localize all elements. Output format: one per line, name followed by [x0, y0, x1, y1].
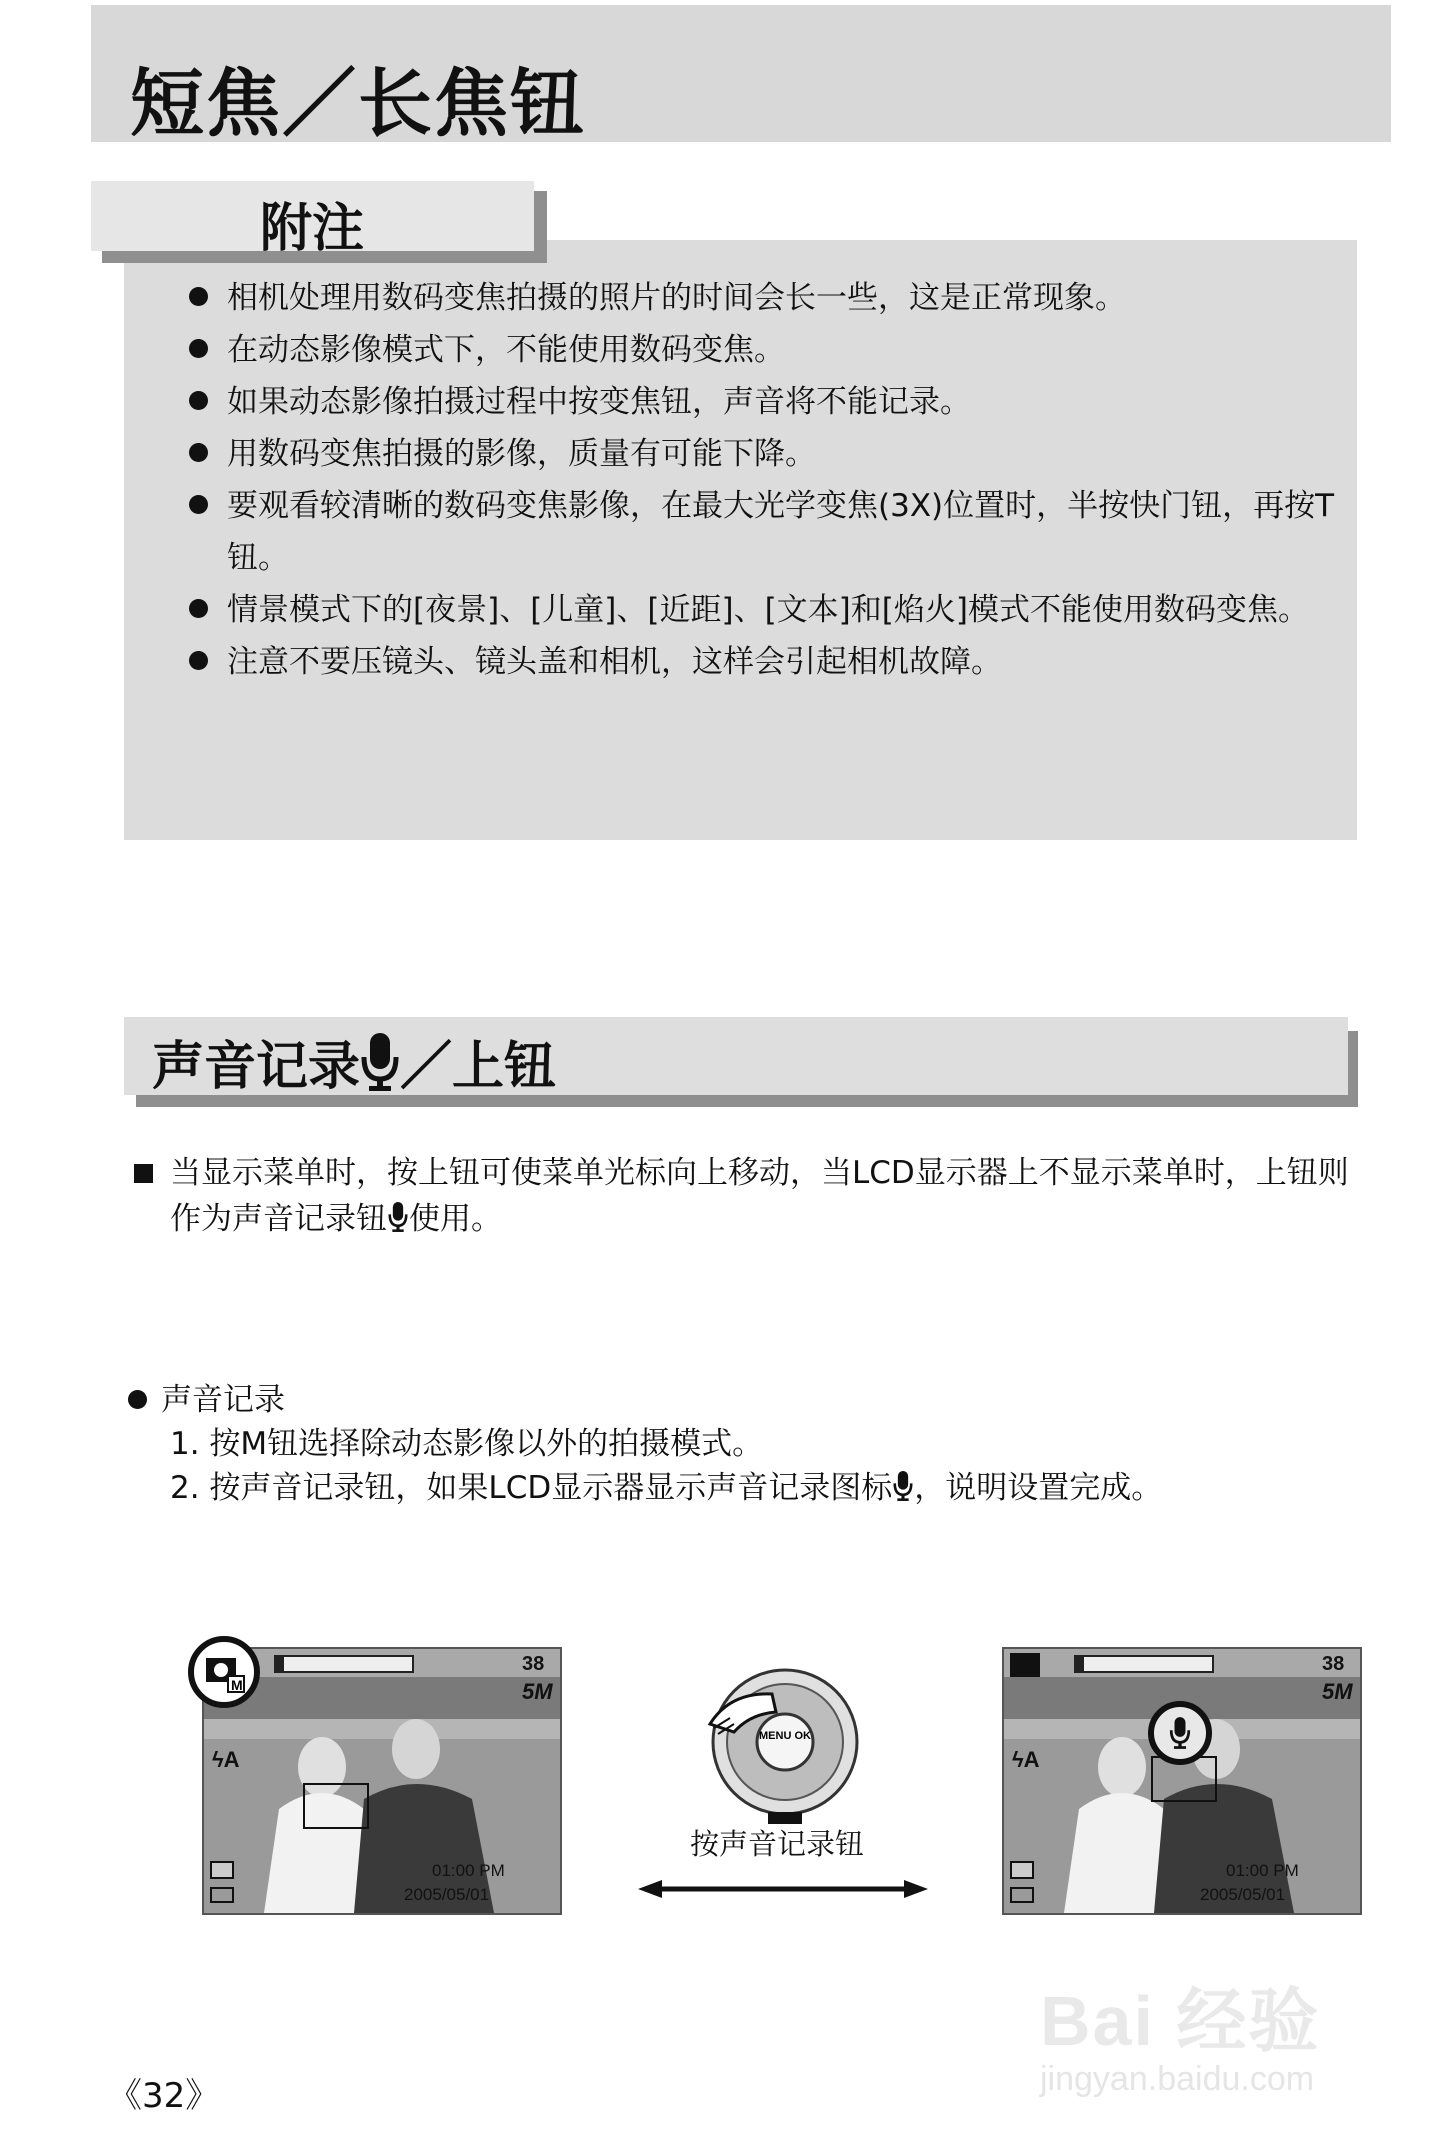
flash-indicator: ϟA — [212, 1747, 240, 1772]
intro-paragraph — [128, 1150, 1358, 1246]
zoom-bar-fill — [1076, 1657, 1084, 1671]
square-bullet-icon — [134, 1164, 153, 1183]
note-item: 如果动态影像拍摄过程中按变焦钮，声音将不能记录。 — [185, 376, 1335, 428]
camera-mode-icon — [1010, 1653, 1040, 1677]
note-item: 用数码变焦拍摄的影像，质量有可能下降。 — [185, 428, 1335, 480]
note-tab-label: 附注 — [260, 199, 365, 259]
battery-icon — [210, 1887, 234, 1903]
camera-dial — [700, 1662, 870, 1832]
section-title — [152, 1024, 556, 1099]
watermark-url: jingyan.baidu.com — [1040, 2060, 1315, 2098]
resolution-badge: 5M — [1322, 1679, 1353, 1704]
microphone-icon — [892, 1470, 914, 1514]
note-list — [185, 272, 1335, 688]
steps-heading-text: 声音记录 — [161, 1382, 285, 1418]
note-item: 注意不要压镜头、镜头盖和相机，这样会引起相机故障。 — [185, 636, 1335, 688]
page-title: 短焦／长焦钮 — [130, 61, 586, 147]
bullet-icon — [128, 1390, 147, 1409]
watermark-logo: Bai 经验 — [1040, 1982, 1321, 2060]
lcd-date: 2005/05/01 — [404, 1885, 490, 1904]
section-title-text: 声音记录 — [152, 1037, 361, 1097]
microphone-icon — [360, 1031, 400, 1093]
double-arrow-icon — [638, 1878, 928, 1900]
lcd-date: 2005/05/01 — [1200, 1885, 1286, 1904]
step-2 — [170, 1466, 1162, 1514]
zoom-bar — [274, 1655, 414, 1673]
lcd-time: 01:00 PM — [432, 1861, 505, 1880]
zoom-bar-fill — [276, 1657, 284, 1671]
battery-icon — [1010, 1887, 1034, 1903]
voice-memo-indicator — [1148, 1701, 1212, 1765]
dial-center-label: MENU OK — [759, 1730, 811, 1742]
step-2-text-end: ，说明设置完成。 — [914, 1470, 1163, 1506]
quality-icon — [1010, 1861, 1034, 1879]
lcd-time: 01:00 PM — [1226, 1861, 1299, 1880]
lcd-photo — [204, 1649, 560, 1913]
section-title-suffix: ／上钮 — [400, 1037, 557, 1097]
lcd-screen-right — [1002, 1647, 1362, 1915]
step-2-text: 2. 按声音记录钮，如果LCD显示器显示声音记录图标 — [170, 1470, 893, 1506]
note-item: 在动态影像模式下，不能使用数码变焦。 — [185, 324, 1335, 376]
shots-remaining: 38 — [522, 1653, 545, 1675]
camera-mode-icon — [188, 1636, 260, 1708]
steps-heading — [128, 1378, 285, 1422]
quality-icon — [210, 1861, 234, 1879]
note-item: 情景模式下的[夜景]、[儿童]、[近距]、[文本]和[焰火]模式不能使用数码变焦。 — [185, 584, 1335, 636]
zoom-bar — [1074, 1655, 1214, 1673]
step-1: 1. 按M钮选择除动态影像以外的拍摄模式。 — [170, 1426, 764, 1462]
intro-text: 当显示菜单时，按上钮可使菜单光标向上移动，当LCD显示器上不显示菜单时，上钮则作为声音记录钮 — [170, 1155, 1349, 1237]
note-item: 相机处理用数码变焦拍摄的照片的时间会长一些，这是正常现象。 — [185, 272, 1335, 324]
shots-remaining: 38 — [1322, 1653, 1345, 1675]
note-item: 要观看较清晰的数码变焦影像，在最大光学变焦(3X)位置时，半按快门钮，再按T钮。 — [185, 480, 1335, 584]
page-number: 《32》 — [108, 2076, 220, 2116]
lcd-photo — [1004, 1649, 1360, 1913]
microphone-icon — [387, 1200, 409, 1246]
svg-text:M: M — [231, 1677, 243, 1693]
flash-indicator: ϟA — [1012, 1747, 1040, 1772]
resolution-badge: 5M — [522, 1679, 553, 1704]
intro-text-end: 使用。 — [409, 1201, 502, 1237]
button-caption: 按声音记录钮 — [690, 1827, 865, 1861]
